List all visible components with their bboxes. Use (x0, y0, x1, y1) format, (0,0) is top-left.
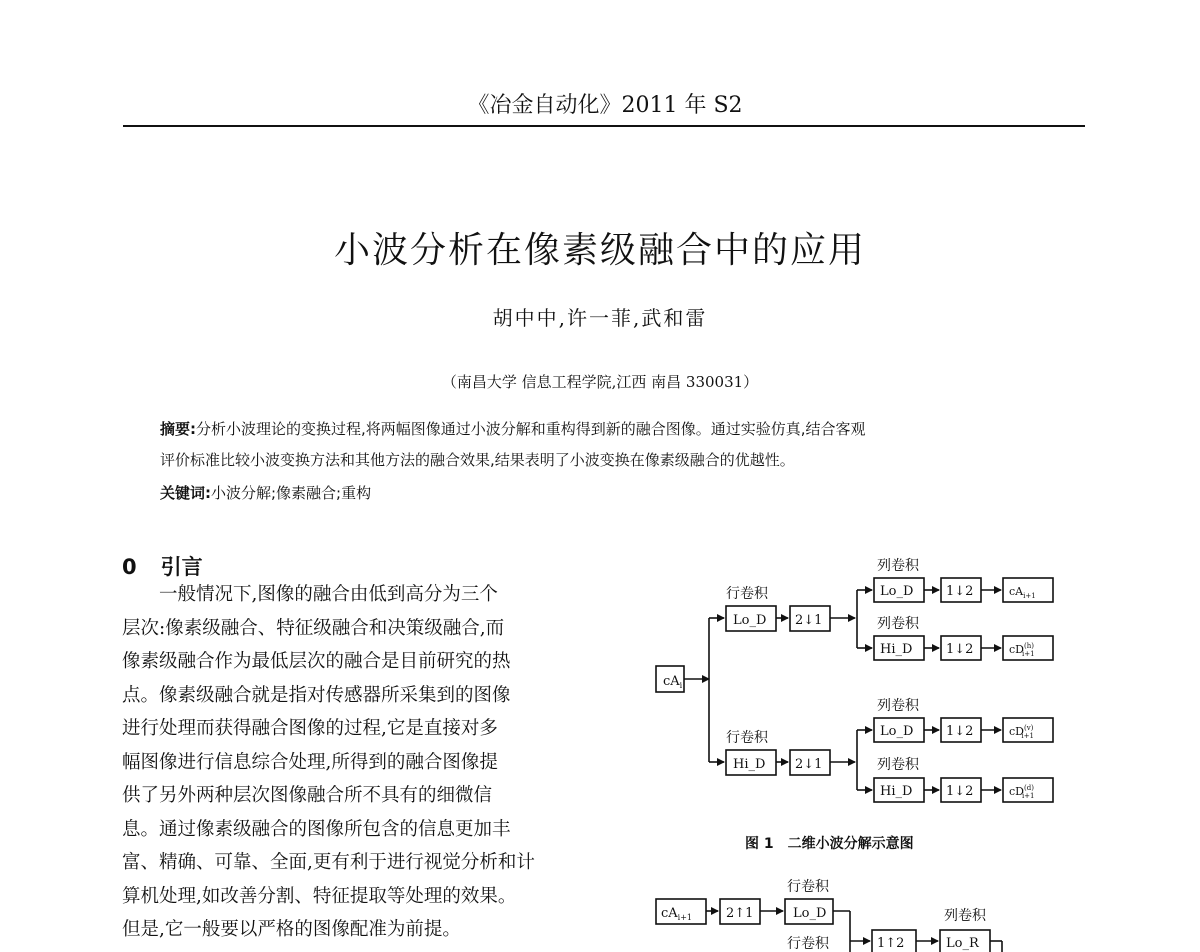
paper-authors: 胡中中,许一菲,武和雷 (492, 306, 708, 330)
fig2-input-label: $cA_{i+1}$ (661, 906, 693, 922)
fig1-hi-d-row: Hi_D (733, 757, 766, 772)
fig1-row-conv-label-1: 行卷积 (726, 586, 768, 602)
body-line: 一般情况下,图像的融合由低到高分为三个 (159, 584, 498, 605)
journal-header: 《冶金自动化》2011 年 S2 (467, 93, 743, 118)
paper-affiliation: （南昌大学 信息工程学院,江西 南昌 330031） (441, 373, 759, 391)
fig2-lo-d-label: Lo_D (793, 906, 827, 921)
fig1-row-conv-label-2: 行卷积 (726, 730, 768, 746)
section-number: 0 (122, 555, 137, 579)
fig1-col-conv-label-4: 列卷积 (877, 757, 919, 773)
body-line: 像素级融合作为最低层次的融合是目前研究的热 (122, 651, 511, 672)
fig1-down-col-3: 1↓2 (946, 724, 974, 739)
keywords-text: 小波分解;像素融合;重构 (211, 484, 372, 502)
fig2-row-conv-label-1: 行卷积 (787, 879, 829, 895)
body-line: 点。像素级融合就是指对传感器所采集到的图像 (122, 684, 511, 706)
fig2-up-col-label: 1↑2 (877, 936, 905, 951)
fig1-down-col-2: 1↓2 (946, 642, 974, 657)
abstract-line-2: 评价标准比较小波变换方法和其他方法的融合效果,结果表明了小波变换在像素级融合的优越性。 (160, 451, 795, 469)
fig1-hi-d-col-2: Hi_D (880, 784, 913, 799)
abstract-label: 摘要: (160, 420, 196, 438)
fig1-hi-d-col-1: Hi_D (880, 642, 913, 657)
body-line: 息。通过像素级融合的图像所包含的信息更加丰 (122, 818, 511, 840)
abstract-text-1: 分析小波理论的变换过程,将两幅图像通过小波分解和重构得到新的融合图像。通过实验仿真,结合客观 (196, 420, 866, 438)
fig2-col-conv-label: 列卷积 (944, 908, 986, 924)
body-line: 富、精确、可靠、全面,更有利于进行视觉分析和计 (122, 852, 535, 873)
body-line: 进行处理而获得融合图像的过程,它是直接对多 (122, 718, 498, 739)
fig1-output-cdd: $cD^{(d)}$ i+1 (1009, 784, 1035, 800)
body-line: 但是,它一般要以严格的图像配准为前提。 (122, 919, 461, 940)
body-line: 层次:像素级融合、特征级融合和决策级融合,而 (122, 617, 505, 639)
fig1-down-col-4: 1↓2 (946, 784, 974, 799)
paper-title: 小波分析在像素级融合中的应用 (333, 230, 866, 271)
fig1-output-cdv: $cD^{(v)}$ i+1 (1009, 724, 1034, 740)
fig1-output-cdh: $cD^{(h)}$ i+1 (1009, 642, 1035, 658)
fig1-col-conv-label-2: 列卷积 (877, 616, 919, 632)
section-title: 引言 (160, 555, 203, 579)
fig1-lo-d-row: Lo_D (733, 613, 767, 628)
fig1-lo-d-col-1: Lo_D (880, 584, 914, 599)
fig1-lo-d-col-2: Lo_D (880, 724, 914, 739)
fig1-down-row-2: 2↓1 (795, 757, 823, 772)
fig1-input-label: $cA_i$ (663, 674, 683, 690)
fig1-output-ca: $cA_{i+1}$ (1009, 585, 1036, 600)
fig1-col-conv-label-3: 列卷积 (877, 698, 919, 714)
fig1-down-row-1: 2↓1 (795, 613, 823, 628)
body-line: 算机处理,如改善分割、特征提取等处理的效果。 (122, 885, 517, 907)
body-line: 供了另外两种层次图像融合所不具有的细微信 (122, 785, 493, 806)
fig2-lo-r-label: Lo_R (946, 936, 979, 951)
figure-1-caption: 图 1 二维小波分解示意图 (745, 836, 914, 852)
keywords-label: 关键词: (160, 484, 211, 502)
fig2-row-conv-label-2: 行卷积 (787, 936, 829, 952)
fig2-up-row-label: 2↑1 (726, 906, 754, 921)
fig1-col-conv-label-1: 列卷积 (877, 558, 919, 574)
body-line: 幅图像进行信息综合处理,所得到的融合图像提 (122, 751, 498, 773)
fig1-down-col-1: 1↓2 (946, 584, 974, 599)
